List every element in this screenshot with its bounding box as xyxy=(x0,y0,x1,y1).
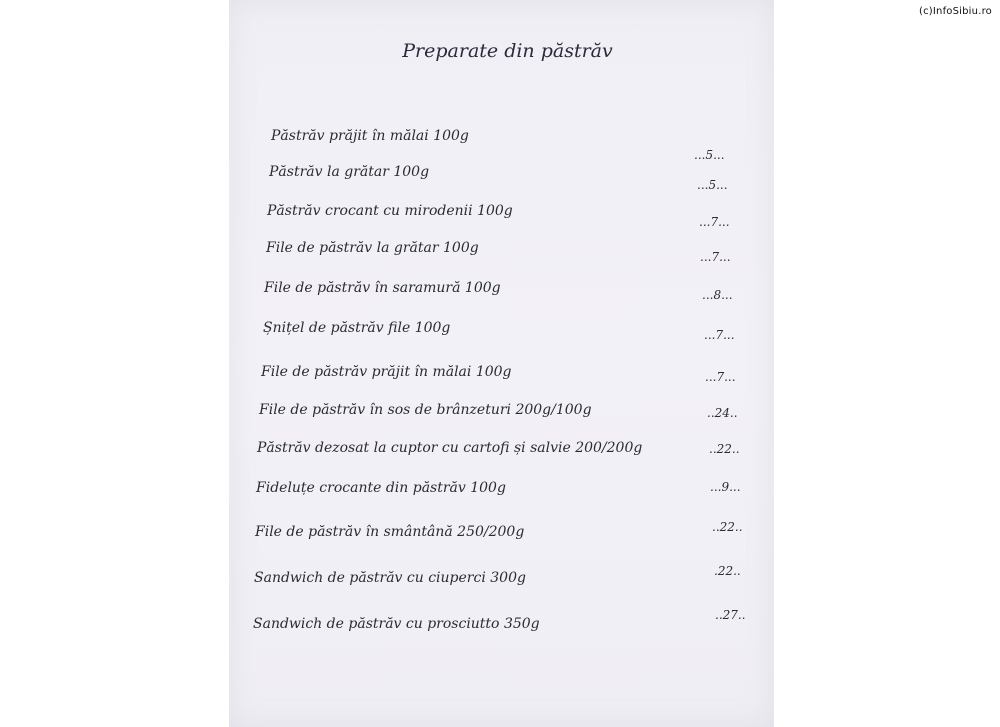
menu-item xyxy=(229,364,774,386)
menu-item-price: ...7... xyxy=(705,370,736,384)
menu-item-price: ...5... xyxy=(697,178,728,192)
menu-item-name: Păstrăv prăjit în mălai 100g xyxy=(271,128,469,144)
menu-item-name: Păstrăv dezosat la cuptor cu cartofi și salvie 200/200g xyxy=(257,440,643,456)
menu-item-price: ..22.. xyxy=(712,520,743,534)
menu-item xyxy=(229,320,774,342)
menu-item xyxy=(229,280,774,302)
menu-item xyxy=(229,203,774,229)
menu-item xyxy=(229,128,774,162)
menu-item-name: Șnițel de păstrăv file 100g xyxy=(263,320,451,336)
menu-item-name: File de păstrăv în saramură 100g xyxy=(264,280,501,296)
menu-item-name: File de păstrăv în smântână 250/200g xyxy=(255,524,525,540)
menu-item-name: Păstrăv la grătar 100g xyxy=(269,164,430,180)
menu-item-price: ...5... xyxy=(694,148,725,162)
menu-item-price: ...8... xyxy=(702,288,733,302)
menu-item xyxy=(229,608,774,638)
menu-item-name: File de păstrăv prăjit în mălai 100g xyxy=(261,364,512,380)
menu-item-price: ...7... xyxy=(699,215,730,229)
menu-list xyxy=(229,0,774,727)
menu-item-price: ..24.. xyxy=(707,406,738,420)
menu-item xyxy=(229,164,774,192)
menu-item-price: ...7... xyxy=(704,328,735,342)
menu-item-name: File de păstrăv în sos de brânzeturi 200g/100g xyxy=(259,402,592,418)
menu-item xyxy=(229,564,774,592)
menu-item xyxy=(229,480,774,502)
menu-item-name: File de păstrăv la grătar 100g xyxy=(266,240,479,256)
menu-title: Preparate din păstrăv xyxy=(402,40,613,62)
menu-page xyxy=(229,0,774,727)
menu-item-price: .22.. xyxy=(714,564,741,578)
menu-item-price: ...9... xyxy=(710,480,741,494)
menu-item-name: Sandwich de păstrăv cu ciuperci 300g xyxy=(254,570,526,586)
menu-item-price: ...7... xyxy=(700,250,731,264)
menu-item xyxy=(229,240,774,262)
watermark: (c)InfoSibiu.ro xyxy=(918,6,992,17)
menu-item-price: ..27.. xyxy=(715,608,746,622)
menu-item-name: Sandwich de păstrăv cu prosciutto 350g xyxy=(253,616,540,632)
menu-item-price: ..22.. xyxy=(709,442,740,456)
menu-item-name: Păstrăv crocant cu mirodenii 100g xyxy=(267,203,513,219)
menu-item-name: Fideluțe crocante din păstrăv 100g xyxy=(256,480,506,496)
menu-item xyxy=(229,520,774,546)
menu-item xyxy=(229,402,774,424)
menu-item xyxy=(229,440,774,462)
